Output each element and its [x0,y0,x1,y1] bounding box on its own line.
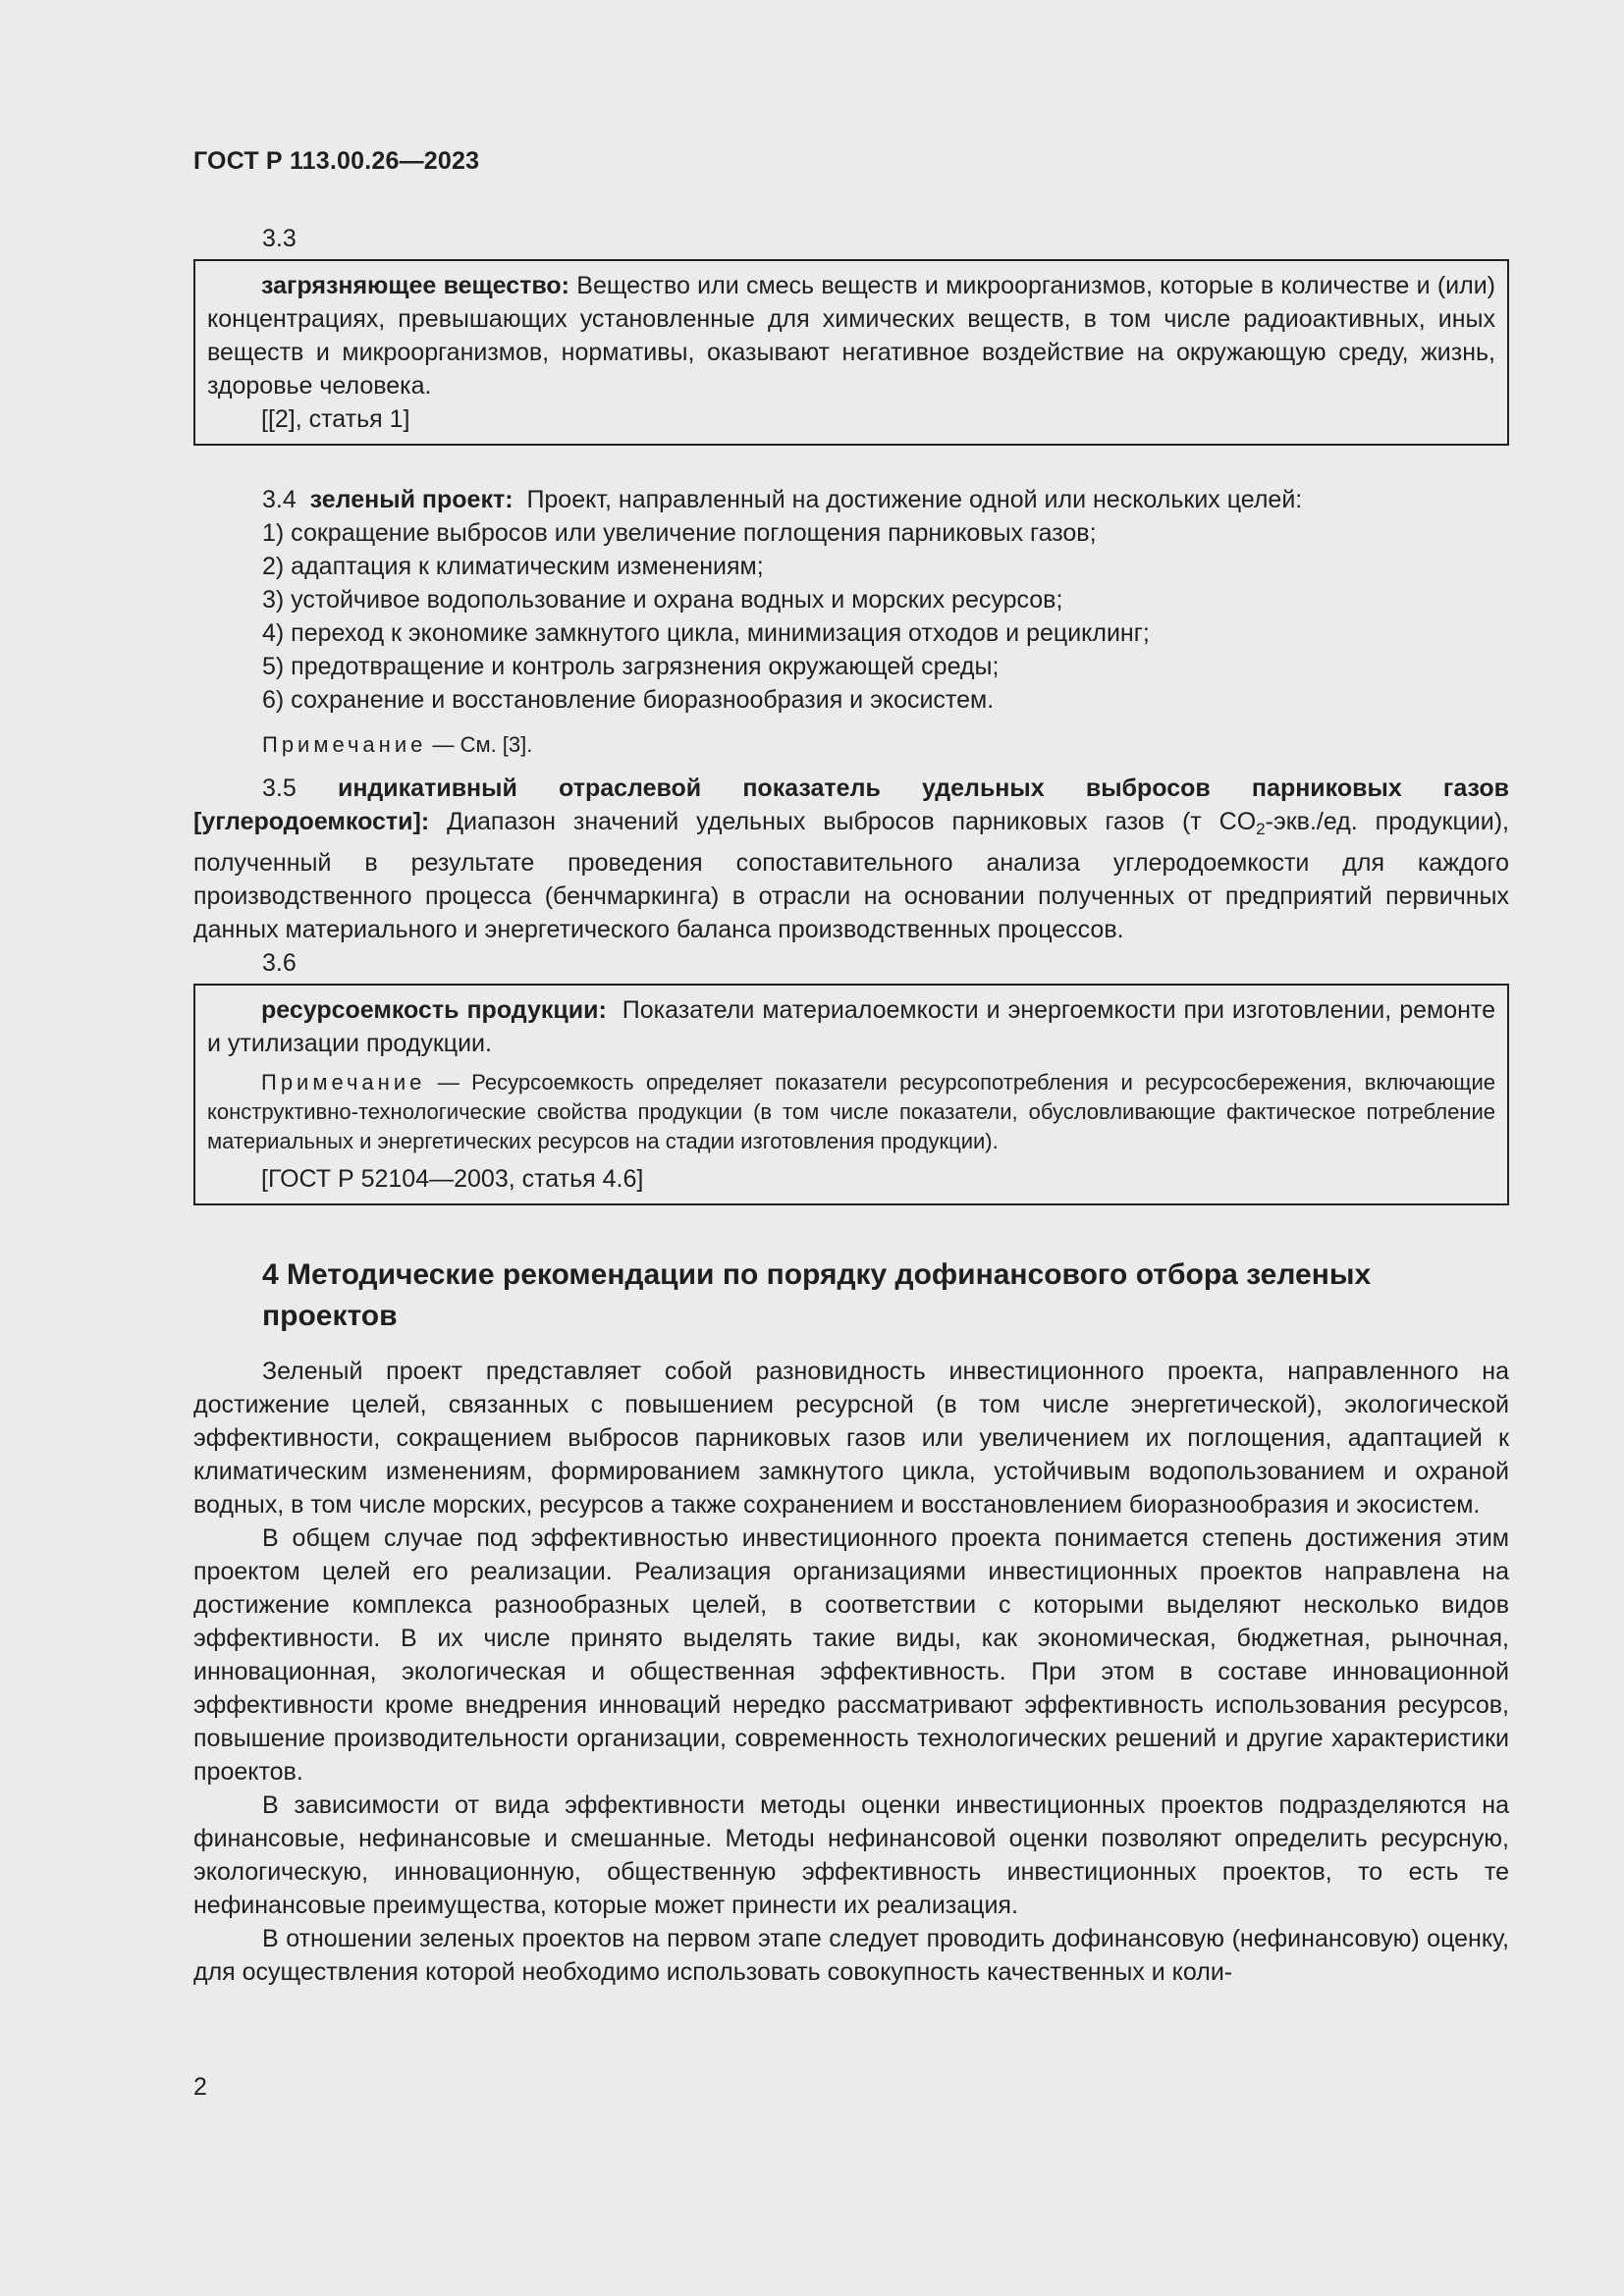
list-item: 3) устойчивое водопользование и охрана водных и морских ресурсов; [262,586,1063,614]
section-title-4: 4 Методические рекомендации по порядку дофинансового отбора зеленых проектов [262,1258,1372,1332]
note-text: — Ресурсоемкость определяет показатели ресурсопотребления и ресурсосбережения, включающие конструктивно-технологические свойства продукции (в том числе показатели, обусловливающие фактическое потребление материальных и энергетических ресурсов на стадии изготовления продукции). [207,1070,1495,1153]
term-number: 3.5 [262,774,297,802]
list-item: 4) переход к экономике замкнутого цикла, минимизация отходов и рециклинг; [262,619,1150,647]
term-definition-text: Проект, направленный на достижение одной или нескольких целей: [526,486,1303,513]
paragraph: В зависимости от вида эффективности методы оценки инвестиционных проектов подразделяются на финансовые, нефинансовые и смешанные. Методы нефинансовой оценки позволяют определить ресурсную, экологическую, инновационную, общественную эффективность инвестиционных проектов, то есть те нефинансовые преимущества, которые может принести их реализация. [193,1791,1509,1919]
list-item: 2) адаптация к климатическим изменениям; [262,553,764,580]
page-number: 2 [193,2073,207,2101]
term-definition-text: Вещество или смесь веществ и микроорганизмов, которые в количестве и (или) концентрациях, превышающих установленные для химических веществ, в том числе радиоактивных, иных веществ и микроорганизмов, нормативы, оказывают негативное воздействие на окружающую среду, жизнь, здоровье человека. [207,272,1496,400]
term-number-3-6: 3.6 [262,949,297,977]
term-definition-text: Показатели материалоемкости и энергоемкости при изготовлении, ремонте и утилизации продукции. [207,996,1495,1057]
note-text: — См. [3]. [426,732,533,757]
term-name: зеленый проект: [309,486,514,513]
term-definition-part1: Диапазон значений удельных выбросов парниковых газов (т CO [447,808,1257,835]
subscript-2: 2 [1256,820,1266,838]
paragraph: В отношении зеленых проектов на первом этапе следует проводить дофинансовую (нефинансовую) оценку, для осуществления которой необходимо использовать совокупность качественных и коли- [193,1925,1509,1986]
document-content [193,222,1509,1989]
term-box-3-3 [193,259,1509,446]
term-definition-3-6 [207,993,1495,1060]
term-definition-3-3 [207,269,1495,402]
note-label: Примечание [261,1070,426,1095]
list-item: 1) сокращение выбросов или увеличение поглощения парниковых газов; [262,519,1097,547]
note-label: Примечание [262,732,427,757]
paragraph: Зеленый проект представляет собой разновидность инвестиционного проекта, направленного на достижение целей, связанных с повышением ресурсной (в том числе энергетической), экологической эффективности, сокращением выбросов парниковых газов или увеличением их поглощения, адаптацией к климатическим изменениям, формированием замкнутого цикла, устойчивым водопользованием и охраной водных, в том числе морских, ресурсов а также сохранением и восстановлением биоразнообразия и экосистем. [193,1358,1509,1519]
term-source: [ГОСТ Р 52104—2003, статья 4.6] [261,1165,644,1193]
term-number-3-3: 3.3 [262,225,297,252]
note-3-6 [207,1068,1495,1156]
term-definition-part2: -экв./ед. продукции), полученный в результате проведения сопоставительного анализа углеродоемкости для каждого производственного процесса (бенчмаркинга) в отрасли на основании полученных от предприятий первичных данных материального и энергетического баланса производственных процессов. [193,808,1509,943]
paragraph: В общем случае под эффективностью инвестиционного проекта понимается степень достижения этим проектом целей его реализации. Реализация организациями инвестиционных проектов направлена на достижение комплекса разнообразных целей, в соответствии с которыми выделяют несколько видов эффективности. В их числе принято выделять такие виды, как экономическая, бюджетная, рыночная, инновационная, экологическая и общественная эффективность. При этом в составе инновационной эффективности кроме внедрения инноваций нередко рассматривают эффективность использования ресурсов, повышение производительности организации, современность технологических решений и другие характеристики проектов. [193,1524,1509,1786]
list-item: 5) предотвращение и контроль загрязнения окружающей среды; [262,653,1000,680]
term-name: ресурсоемкость продукции: [261,996,607,1024]
term-number: 3.4 [262,486,297,513]
term-name: индикативный отраслевой показатель удельных выбросов парниковых газов [углеродоемкости]: [193,774,1509,835]
note-3-4 [193,728,1509,762]
term-entry-3-5 [193,772,1509,946]
goal-list [193,516,1509,717]
term-box-3-6 [193,984,1509,1205]
term-name: загрязняющее вещество: [261,272,569,299]
term-entry-3-4 [193,483,1509,516]
term-source: [[2], статья 1] [261,405,410,433]
list-item: 6) сохранение и восстановление биоразнообразия и экосистем. [262,686,995,714]
document-code-header: ГОСТ Р 113.00.26—2023 [193,147,480,175]
